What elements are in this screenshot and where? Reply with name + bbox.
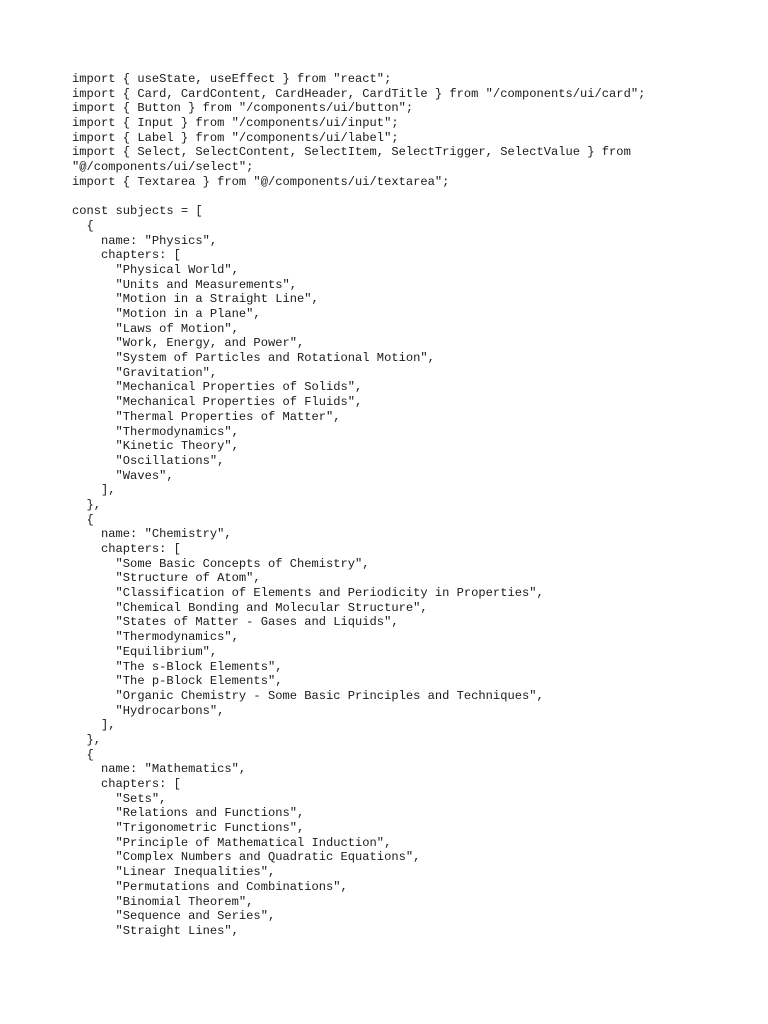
- code-line: import { Select, SelectContent, SelectItem, SelectTrigger, SelectValue } from: [72, 145, 631, 160]
- code-line: "Laws of Motion",: [72, 321, 239, 336]
- code-line: "Permutations and Combinations",: [72, 879, 348, 894]
- code-line: "Waves",: [72, 468, 174, 483]
- code-line: name: "Chemistry",: [72, 527, 232, 542]
- code-block: [72, 72, 712, 939]
- code-line: [72, 190, 712, 205]
- code-line: },: [72, 497, 102, 512]
- code-line: "Binomial Theorem",: [72, 894, 254, 909]
- code-line: "Motion in a Straight Line",: [72, 292, 319, 307]
- code-line: "Mechanical Properties of Solids",: [72, 380, 363, 395]
- code-line: "Motion in a Plane",: [72, 307, 261, 321]
- code-line: "Complex Numbers and Quadratic Equations",: [72, 850, 421, 865]
- code-line: {: [72, 512, 94, 527]
- code-line: "Units and Measurements",: [72, 277, 297, 292]
- code-line: name: "Physics",: [72, 233, 218, 248]
- code-line: "Straight Lines",: [72, 923, 239, 938]
- code-line: "Thermodynamics",: [72, 424, 239, 439]
- code-line: "Oscillations",: [72, 453, 225, 468]
- code-line: "Linear Inequalities",: [72, 865, 276, 880]
- code-line: "System of Particles and Rotational Motion",: [72, 351, 435, 366]
- code-line: "Organic Chemistry - Some Basic Principles and Techniques",: [72, 688, 544, 703]
- code-line: "Sequence and Series",: [72, 909, 276, 924]
- code-line: },: [72, 732, 102, 747]
- code-line: "Some Basic Concepts of Chemistry",: [72, 556, 370, 571]
- code-line: "Chemical Bonding and Molecular Structure",: [72, 600, 428, 615]
- code-line: "Structure of Atom",: [72, 571, 261, 586]
- code-line: import { Button } from "/components/ui/button";: [72, 101, 414, 116]
- code-line: "Equilibrium",: [72, 644, 218, 659]
- code-line: "States of Matter - Gases and Liquids",: [72, 615, 399, 630]
- code-line: import { Card, CardContent, CardHeader, CardTitle } from "/components/ui/card";: [72, 86, 646, 101]
- code-line: chapters: [: [72, 777, 181, 791]
- code-line: "The p-Block Elements",: [72, 674, 283, 689]
- code-line: import { Label } from "/components/ui/label";: [72, 130, 399, 145]
- code-line: ],: [72, 483, 116, 498]
- code-line: import { useState, useEffect } from "react";: [72, 72, 392, 86]
- code-line: "Classification of Elements and Periodicity in Properties",: [72, 586, 544, 601]
- code-line: const subjects = [: [72, 204, 203, 219]
- code-line: "Relations and Functions",: [72, 806, 305, 821]
- code-line: "@/components/ui/select";: [72, 160, 254, 175]
- code-line: "Physical World",: [72, 262, 239, 277]
- code-line: "Principle of Mathematical Induction",: [72, 835, 392, 850]
- code-line: chapters: [: [72, 248, 181, 263]
- code-line: "Mechanical Properties of Fluids",: [72, 395, 363, 410]
- code-line: "The s-Block Elements",: [72, 659, 283, 674]
- code-line: "Trigonometric Functions",: [72, 821, 305, 836]
- code-line: "Kinetic Theory",: [72, 439, 239, 454]
- code-line: "Gravitation",: [72, 365, 218, 380]
- code-line: name: "Mathematics",: [72, 762, 247, 777]
- code-line: import { Textarea } from "@/components/ui/textarea";: [72, 174, 450, 189]
- code-line: {: [72, 747, 94, 762]
- code-line: ],: [72, 718, 116, 733]
- code-line: "Sets",: [72, 791, 167, 806]
- code-line: {: [72, 218, 94, 233]
- code-line: "Work, Energy, and Power",: [72, 336, 305, 351]
- code-line: chapters: [: [72, 542, 181, 556]
- code-line: "Thermal Properties of Matter",: [72, 409, 341, 424]
- code-line: import { Input } from "/components/ui/input";: [72, 116, 399, 131]
- code-line: "Hydrocarbons",: [72, 703, 225, 718]
- code-line: "Thermodynamics",: [72, 630, 239, 645]
